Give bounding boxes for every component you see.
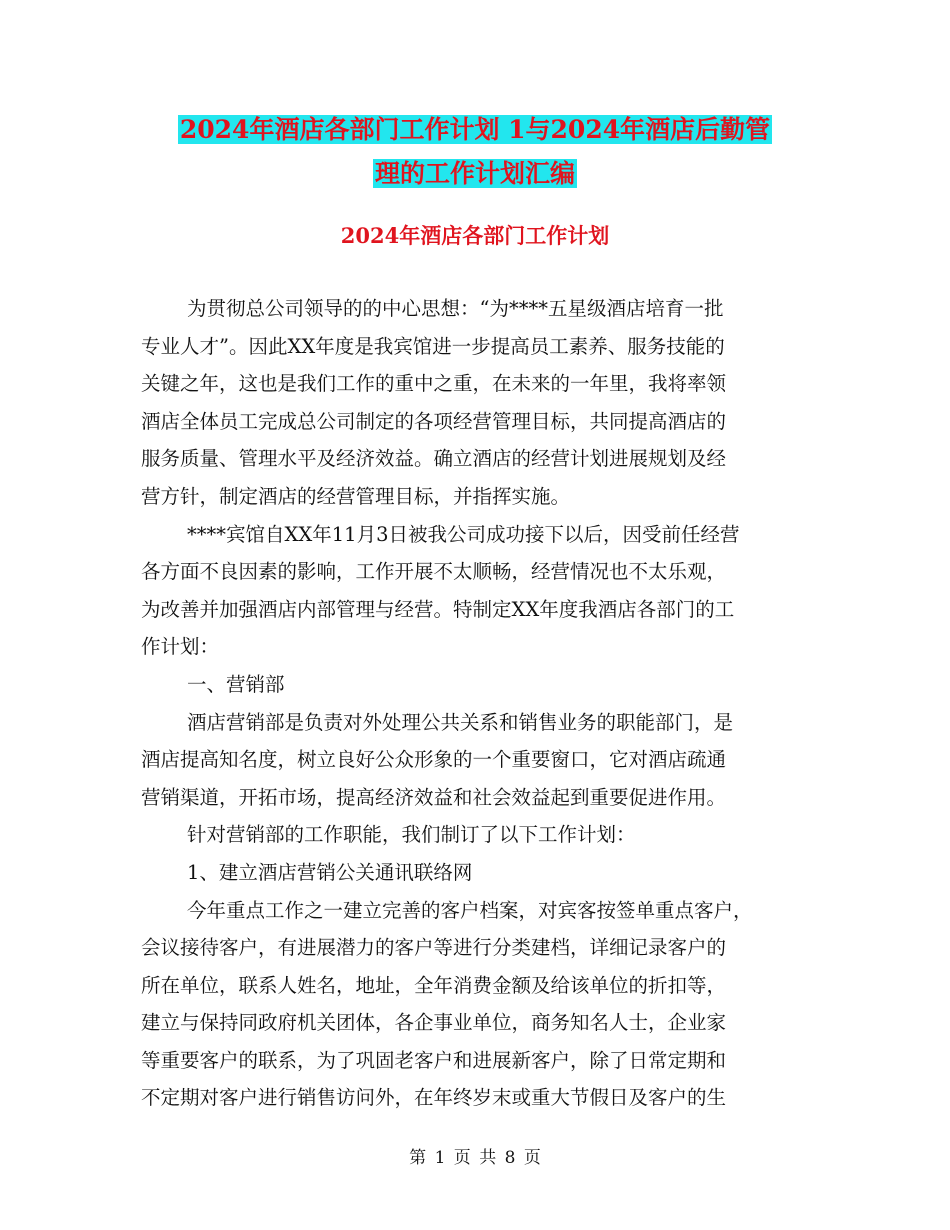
paragraph-line: 专业人才”。因此XX年度是我宾馆进一步提高员工素养、服务技能的 (141, 334, 725, 358)
paragraph-line: 营方针，制定酒店的经营管理目标，并指挥实施。 (141, 484, 571, 508)
document-title-line-1 (140, 108, 810, 152)
paragraph-line: 为改善并加强酒店内部管理与经营。特制定XX年度我酒店各部门的工 (141, 597, 735, 621)
paragraph-line: 不定期对客户进行销售访问外，在年终岁末或重大节假日及客户的生 (141, 1086, 727, 1110)
paragraph-line: 今年重点工作之一建立完善的客户档案，对宾客按签单重点客户， (187, 898, 753, 922)
document-title-highlight-1: 2024年酒店各部门工作计划 1与2024年酒店后勤管 (179, 115, 771, 144)
paragraph-line: 为贯彻总公司领导的的中心思想：“为****五星级酒店培育一批 (187, 297, 724, 320)
paragraph-line: 营销渠道，开拓市场，提高经济效益和社会效益起到重要促进作用。 (141, 785, 727, 809)
paragraph-line: 酒店全体员工完成总公司制定的各项经营管理目标，共同提高酒店的 (141, 409, 727, 433)
paragraph-line: ****宾馆自XX年11月3日被我公司成功接下以后，因受前任经营 (187, 522, 740, 546)
document-title-highlight-2: 理的工作计划汇编 (374, 159, 575, 188)
section-heading-marketing: 一、营销部 (187, 672, 285, 696)
paragraph-line: 酒店提高知名度，树立良好公众形象的一个重要窗口，它对酒店疏通 (141, 748, 727, 772)
paragraph-line: 酒店营销部是负责对外处理公共关系和销售业务的职能部门，是 (187, 710, 734, 734)
body-text (141, 290, 813, 1117)
subsection-heading: 1、建立酒店营销公关通讯联络网 (187, 860, 473, 884)
document-title-line-2 (140, 152, 810, 196)
paragraph-line: 服务质量、管理水平及经济效益。确立酒店的经营计划进展规划及经 (141, 447, 727, 471)
paragraph-line: 作计划： (141, 635, 220, 659)
paragraph-line: 针对营销部的工作职能，我们制订了以下工作计划： (187, 823, 636, 847)
paragraph-line: 所在单位，联系人姓名，地址，全年消费金额及给该单位的折扣等， (141, 973, 727, 997)
paragraph-line: 各方面不良因素的影响，工作开展不太顺畅，经营情况也不太乐观， (141, 560, 727, 584)
paragraph-line: 会议接待客户，有进展潜力的客户等进行分类建档，详细记录客户的 (141, 936, 727, 960)
paragraph-line: 关键之年，这也是我们工作的重中之重，在未来的一年里，我将率领 (141, 372, 727, 396)
page-footer: 第 1 页 共 8 页 (409, 1148, 541, 1168)
paragraph-line: 等重要客户的联系，为了巩固老客户和进展新客户，除了日常定期和 (141, 1048, 727, 1072)
paragraph-line: 建立与保持同政府机关团体，各企事业单位，商务知名人士，企业家 (141, 1011, 727, 1035)
section-title: 2024年酒店各部门工作计划 (340, 223, 610, 248)
